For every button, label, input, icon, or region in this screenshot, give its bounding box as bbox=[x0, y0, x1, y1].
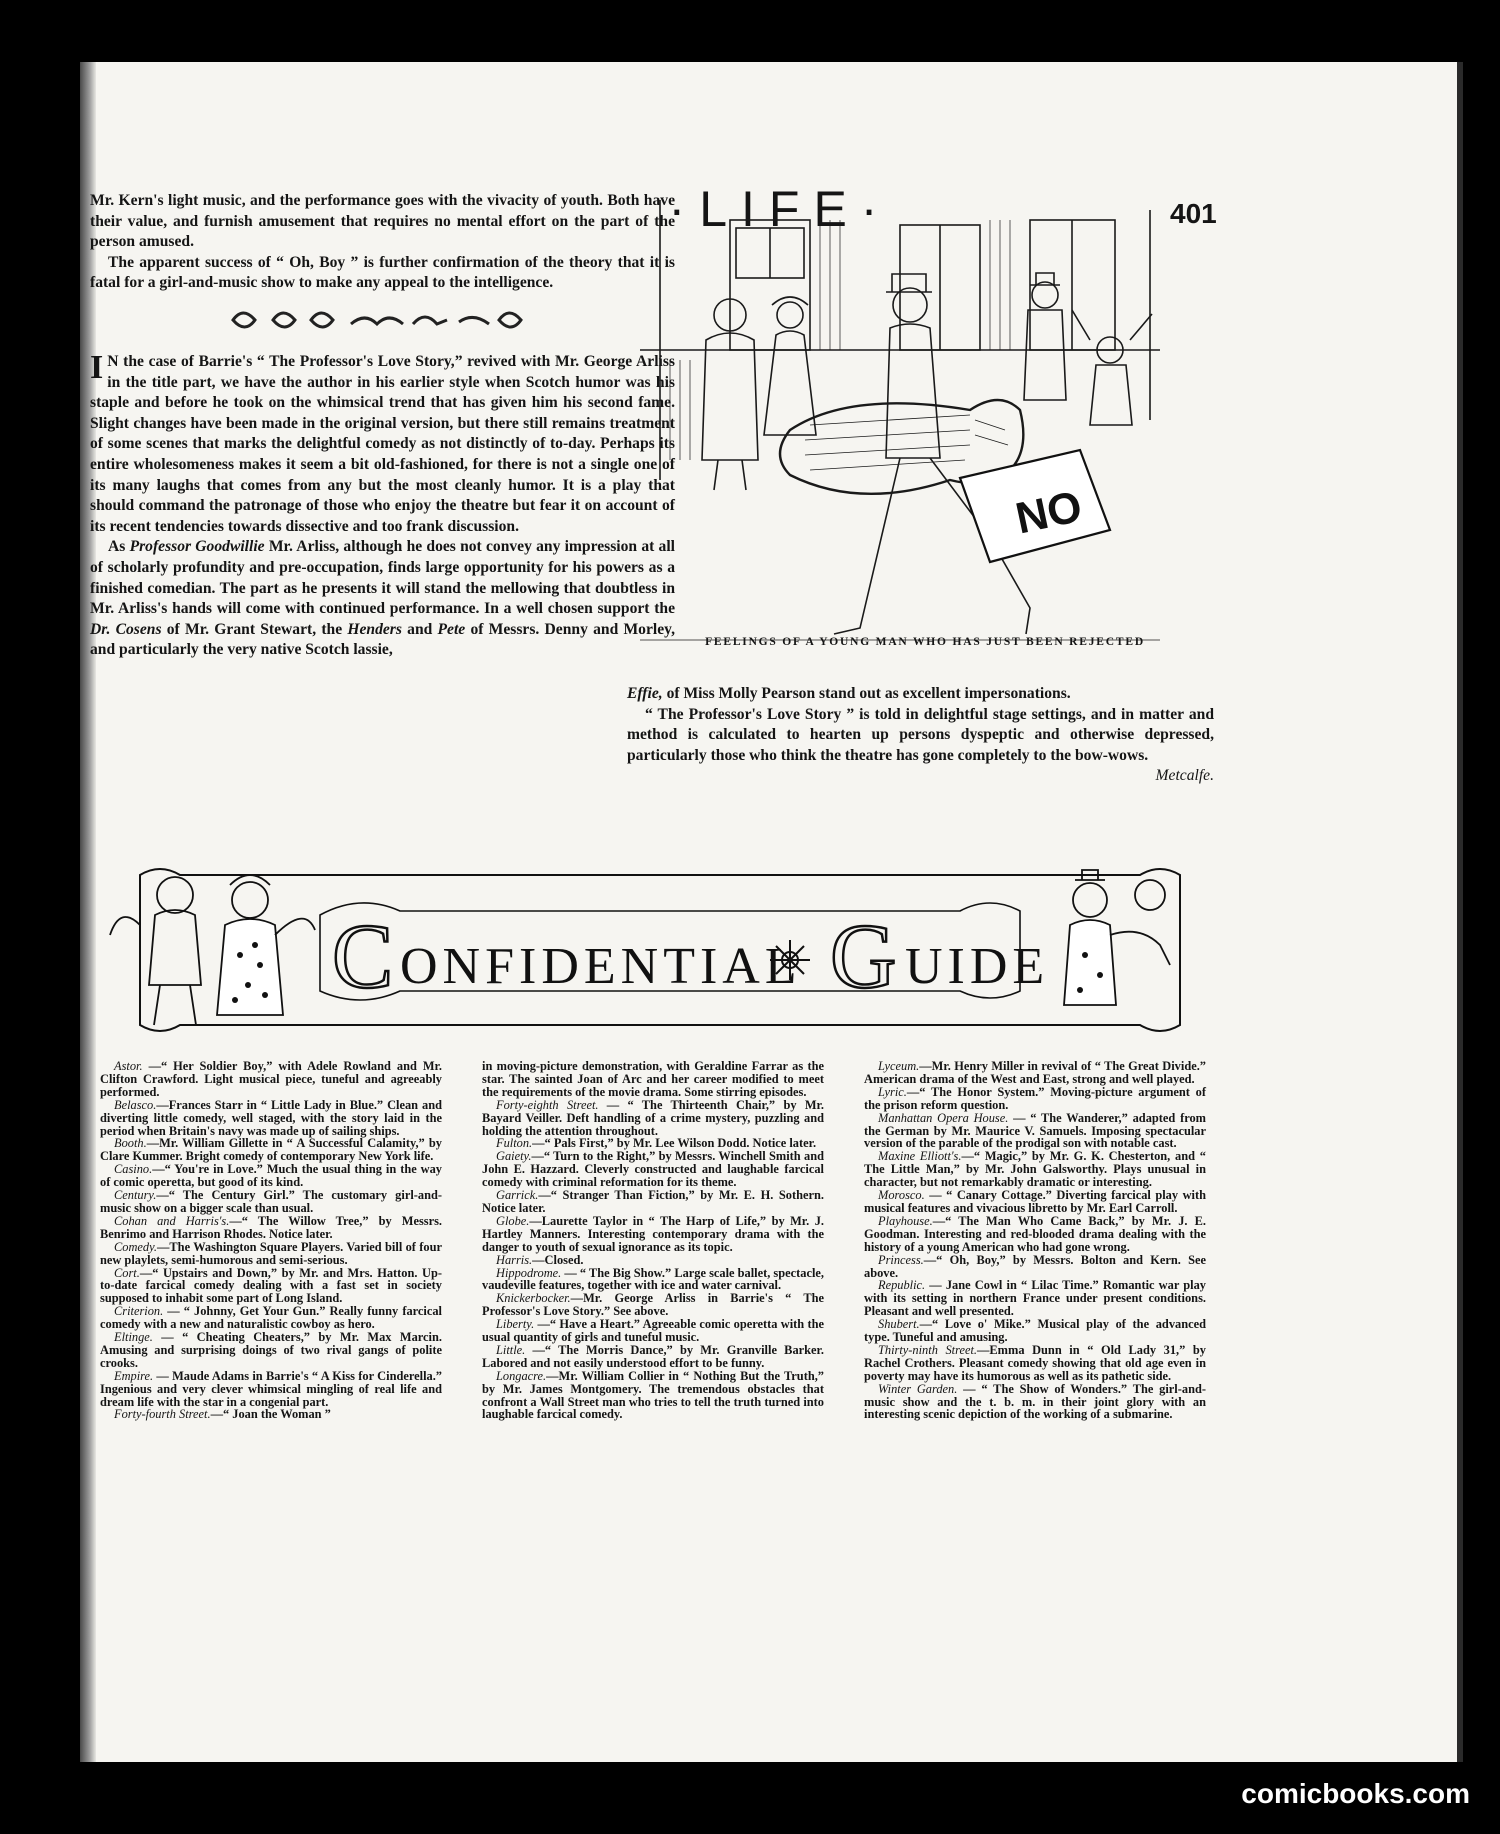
guide-entry bbox=[864, 1215, 1206, 1254]
magazine-title: ·LIFE· bbox=[668, 181, 892, 237]
guide-entry-text: —Laurette Taylor in “ The Harp of Life,” by Mr. J. Hartley Manners. Interesting contemporary drama with the danger to youth of sexual ignorance as its topic. bbox=[482, 1213, 824, 1254]
guide-entry-text: —Mr. William Gillette in “ A Successful Calamity,” by Clare Kummer. Bright comedy of contemporary New York life. bbox=[100, 1136, 442, 1164]
guide-entry bbox=[100, 1163, 442, 1189]
guide-entry bbox=[100, 1331, 442, 1370]
guide-entry bbox=[100, 1305, 442, 1331]
guide-venue: Manhattan Opera House. bbox=[878, 1110, 1009, 1125]
guide-venue: Shubert. bbox=[878, 1317, 920, 1332]
guide-entry bbox=[864, 1060, 1206, 1086]
guide-venue: Criterion. bbox=[114, 1304, 164, 1319]
guide-entry bbox=[100, 1189, 442, 1215]
guide-venue: Hippodrome. bbox=[496, 1265, 562, 1280]
guide-venue: Eltinge. bbox=[114, 1330, 153, 1345]
guide-title-guide: UIDE bbox=[905, 938, 1050, 995]
guide-entry bbox=[482, 1267, 824, 1293]
guide-column-3 bbox=[864, 1060, 1206, 1421]
guide-venue: Maxine Elliott's. bbox=[878, 1149, 962, 1164]
page-number: 401 bbox=[1170, 198, 1217, 229]
guide-entry-text: —Emma Dunn in “ Old Lady 31,” by Rachel Crothers. Pleasant comedy showing that old age even in poverty may have its humorous as well as its pathetic side. bbox=[864, 1342, 1206, 1383]
guide-venue: Princess. bbox=[878, 1252, 924, 1267]
article-paragraph: As Professor Goodwillie Mr. Arliss, although he does not convey any impression at all of scholarly profundity and pre-occupation, finds large opportunity for his powers as a finished comedian. The part as he presents it will stand the mellowing that doubtless in Mr. Arliss's hands will come with continued performance. In a well chosen support the Dr. Cosens of Mr. Grant Stewart, the Henders and Pete of Messrs. Denny and Morley, and particularly the very native Scotch lassie, bbox=[90, 538, 675, 659]
guide-entry bbox=[482, 1189, 824, 1215]
guide-venue: Forty-eighth Street. bbox=[496, 1097, 599, 1112]
decorative-ornament bbox=[223, 302, 543, 338]
guide-entry-text: —“ The Morris Dance,” by Mr. Granville Barker. Labored and not easily understood effort to be funny. bbox=[482, 1342, 824, 1370]
guide-entry-text: —“ You're in Love.” Much the usual thing in the way of comic operetta, but good of its kind. bbox=[100, 1162, 442, 1190]
guide-entry bbox=[482, 1318, 824, 1344]
guide-entry bbox=[482, 1215, 824, 1254]
guide-entry bbox=[100, 1267, 442, 1306]
guide-venue: Gaiety. bbox=[496, 1149, 532, 1164]
guide-column-2 bbox=[482, 1060, 824, 1421]
article-paragraph: The apparent success of “ Oh, Boy ” is further confirmation of the theory that it is fatal for a girl-and-music show to make any appeal to the intelligence. bbox=[90, 253, 675, 292]
guide-venue: Morosco. bbox=[878, 1188, 925, 1203]
guide-entry-text: —“ Turn to the Right,” by Messrs. Winchell Smith and John E. Hazzard. Cleverly constructed and laughable farcical comedy with criminal reformation for its theme. bbox=[482, 1149, 824, 1190]
guide-entry bbox=[100, 1060, 442, 1099]
guide-entry-text: — “ Canary Cottage.” Diverting farcical play with musical features and vivacious libretto by Mr. Earl Carroll. bbox=[864, 1188, 1206, 1215]
guide-title-confidential: ONFIDENTIAL bbox=[400, 938, 802, 995]
guide-entry-text: — “ The Thirteenth Chair,” by Mr. Bayard Veiller. Deft handling of a crime mystery, puzzling and holding the attention throughout. bbox=[482, 1097, 824, 1138]
guide-entry bbox=[864, 1150, 1206, 1189]
author-signature: Metcalfe. bbox=[1155, 767, 1214, 785]
guide-venue: Republic. bbox=[878, 1278, 926, 1293]
guide-entry-text: —“ The Man Who Came Back,” by Mr. J. E. Goodman. Interesting and red-blooded drama dealing with the history of a young American who had gone wrong. bbox=[864, 1213, 1206, 1254]
guide-entry-text: —“ Magic,” by Mr. G. K. Chesterton, and “ The Little Man,” by Mr. John Galsworthy. Plays unusual in character, but not remarkably dramatic or interesting. bbox=[864, 1149, 1206, 1190]
guide-venue: Garrick. bbox=[496, 1188, 539, 1203]
no-sign bbox=[960, 450, 1110, 562]
guide-venue: Thirty-ninth Street. bbox=[878, 1342, 978, 1357]
article-left-column bbox=[90, 191, 675, 661]
guide-entry-text: — “ The Wanderer,” adapted from the German by Mr. Maurice V. Samuels. Imposing spectacular version of the parable of the prodigal son with notable cast. bbox=[864, 1110, 1206, 1151]
guide-venue: Casino. bbox=[114, 1162, 153, 1177]
guide-venue: Playhouse. bbox=[878, 1213, 933, 1228]
guide-venue: Globe. bbox=[496, 1213, 530, 1228]
cherub-right-illustration bbox=[1064, 870, 1170, 1005]
guide-venue: Forty-fourth Street. bbox=[114, 1407, 211, 1422]
guide-cap-g: G bbox=[830, 905, 897, 1007]
guide-entry-text: —“ Stranger Than Fiction,” by Mr. E. H. Sothern. Notice later. bbox=[482, 1188, 824, 1215]
article-paragraph: “ The Professor's Love Story ” is told in delightful stage settings, and in matter and method is calculated to hearten up persons dyspeptic and otherwise depressed, particularly those who think the theatre has gone completely to the bow-wows. bbox=[627, 705, 1214, 764]
guide-venue: Knickerbocker. bbox=[496, 1291, 571, 1306]
guide-venue: Astor. bbox=[114, 1059, 143, 1073]
guide-entry-text: — “ The Big Show.” Large scale ballet, spectacle, vaudeville features, together with ice and water carnival. bbox=[482, 1265, 824, 1293]
guide-cap-c: C bbox=[332, 905, 394, 1007]
article-paragraph: I N the case of Barrie's “ The Professor's Love Story,” revived with Mr. George Arliss in the title part, we have the author in his earlier style when Scotch humor was his staple and before he took on the whimsical trend that has given him his second fame. Slight changes have been made in the original version, but there still remains treatment of some scenes that marks the delightful comedy as not distinctly of to-day. Perhaps its entire wholesomeness makes it seem a bit old-fashioned, for there is not a single one of its many laughs that comes from any but the most cleanly humor. It is a play that should command the patronage of those who enjoy the theatre but fear it on account of its recent tendencies towards dissective and too frank discussion. bbox=[90, 348, 675, 535]
guide-entry bbox=[864, 1383, 1206, 1422]
guide-venue: Longacre. bbox=[496, 1368, 547, 1383]
guide-entry-text: —Frances Starr in “ Little Lady in Blue.” Clean and diverting little comedy, well staged, with the story laid in the period when Britain's navy was made up of sailing ships. bbox=[100, 1097, 442, 1138]
guide-entry bbox=[482, 1292, 824, 1318]
guide-entry bbox=[864, 1344, 1206, 1383]
guide-entry bbox=[100, 1408, 442, 1421]
cartoon-illustration bbox=[640, 200, 1200, 672]
guide-venue: Booth. bbox=[114, 1136, 147, 1151]
guide-entry-text: —Closed. bbox=[532, 1252, 584, 1267]
guide-entry-text: — Jane Cowl in “ Lilac Time.” Romantic war play with its setting in northern France under present conditions. Pleasant and well presented. bbox=[864, 1278, 1206, 1319]
guide-venue: Century. bbox=[114, 1188, 157, 1203]
article-right-column bbox=[627, 684, 1214, 787]
guide-entry-text: —“ Pals First,” by Mr. Lee Wilson Dodd. Notice later. bbox=[532, 1136, 817, 1151]
guide-entry bbox=[864, 1189, 1206, 1215]
guide-venue: Cohan and Harris's. bbox=[114, 1213, 230, 1228]
guide-venue: Empire. bbox=[114, 1368, 154, 1383]
guide-entry-text: —“ Oh, Boy,” by Messrs. Bolton and Kern. See above. bbox=[864, 1252, 1206, 1280]
guide-column-1 bbox=[100, 1060, 442, 1421]
guide-entry-text: —“ Joan the Woman ” bbox=[210, 1407, 331, 1422]
guide-entry-text: — Maude Adams in Barrie's “ A Kiss for Cinderella.” Ingenious and very clever whimsical mingling of real life and dream life with the star in a congenial part. bbox=[100, 1368, 442, 1409]
guide-entry bbox=[482, 1060, 824, 1099]
guide-entry bbox=[864, 1086, 1206, 1112]
guide-entry bbox=[864, 1112, 1206, 1151]
star-ornament bbox=[770, 940, 810, 980]
guide-entry bbox=[100, 1370, 442, 1409]
guide-entry bbox=[864, 1318, 1206, 1344]
guide-entry-text: —“ The Century Girl.” The customary girl-and-music show on a bigger scale than usual. bbox=[100, 1188, 442, 1215]
guide-entry-text: — “ The Show of Wonders.” The girl-and-music show and the t. b. m. in their joint glory with an interesting scenic depiction of the working of a submarine. bbox=[864, 1381, 1206, 1422]
guide-entry-text: —“ Her Soldier Boy,” with Adele Rowland and Mr. Clifton Crawford. Light musical piece, tuneful and agreeably performed. bbox=[100, 1059, 442, 1099]
guide-entry-text: —Mr. George Arliss in Barrie's “ The Professor's Love Story.” See above. bbox=[482, 1291, 824, 1319]
article-paragraph: Effie, of Miss Molly Pearson stand out as excellent impersonations. bbox=[627, 685, 1071, 702]
guide-entry bbox=[864, 1254, 1206, 1280]
guide-venue: Harris. bbox=[496, 1252, 533, 1267]
guide-entry-text: —The Washington Square Players. Varied bill of four new playlets, semi-humorous and semi-serious. bbox=[100, 1239, 442, 1267]
no-sign-text: NO bbox=[1011, 481, 1087, 544]
guide-entry-text: —Mr. William Collier in “ Nothing But the Truth,” by Mr. James Montgomery. The tremendous obstacles that confront a Wall Street man who tries to tell the truth turned into laughable farcical comedy. bbox=[482, 1368, 824, 1422]
guide-venue: Liberty. bbox=[496, 1317, 535, 1332]
watermark: comicbooks.com bbox=[1241, 1778, 1470, 1809]
guide-venue: Cort. bbox=[114, 1265, 140, 1280]
guide-venue: Lyceum. bbox=[878, 1059, 920, 1073]
guide-entry bbox=[482, 1099, 824, 1138]
guide-venue: Lyric. bbox=[878, 1084, 907, 1099]
guide-venue: Comedy. bbox=[114, 1239, 158, 1254]
article-paragraph: Mr. Kern's light music, and the performance goes with the vivacity of youth. Both have their value, and furnish amusement that requires no mental effort on the part of the person amused. bbox=[90, 192, 675, 251]
guide-venue: Winter Garden. bbox=[878, 1381, 958, 1396]
guide-entry bbox=[482, 1150, 824, 1189]
guide-entry-text: —“ The Willow Tree,” by Messrs. Benrimo and Harrison Rhodes. Notice later. bbox=[100, 1213, 443, 1241]
guide-venue: Fulton. bbox=[496, 1136, 533, 1151]
confidential-guide-banner bbox=[100, 855, 1220, 1045]
guide-entry bbox=[100, 1099, 442, 1138]
guide-entry-text: —Mr. Henry Miller in revival of “ The Great Divide.” American drama of the West and East, strong and well played. bbox=[864, 1059, 1206, 1086]
guide-entry-text: —“ Have a Heart.” Agreeable comic operetta with the usual quantity of girls and tuneful music. bbox=[482, 1317, 824, 1345]
guide-entry bbox=[864, 1279, 1206, 1318]
drop-cap: I bbox=[90, 348, 104, 386]
guide-entry-text: — “ Johnny, Get Your Gun.” Really funny farcical comedy with a new and naturalistic cowboy as hero. bbox=[100, 1304, 442, 1332]
guide-entry-text: —“ Upstairs and Down,” by Mr. and Mrs. Hatton. Up-to-date farcical comedy dealing with a fast set in society supposed to inhabit some part of Long Island. bbox=[100, 1265, 442, 1306]
guide-entry-text: —“ The Honor System.” Moving-picture argument of the prison reform question. bbox=[864, 1084, 1206, 1112]
guide-entry bbox=[482, 1370, 824, 1422]
guide-venue: Belasco. bbox=[114, 1097, 157, 1112]
guide-entry-text: — “ Cheating Cheaters,” by Mr. Max Marcin. Amusing and surprising doings of two rival gangs of polite crooks. bbox=[100, 1330, 442, 1370]
guide-venue: Little. bbox=[496, 1342, 526, 1357]
guide-entry-text: —“ Love o' Mike.” Musical play of the advanced type. Tuneful and amusing. bbox=[864, 1317, 1206, 1345]
page-edge bbox=[1457, 62, 1463, 1762]
cartoon-caption: FEELINGS OF A YOUNG MAN WHO HAS JUST BEEN REJECTED bbox=[705, 636, 1145, 648]
guide-entry bbox=[482, 1344, 824, 1370]
guide-entry-text: in moving-picture demonstration, with Geraldine Farrar as the star. The sainted Joan of Arc and her career modified to meet the requirements of the movie drama. Some stirring episodes. bbox=[482, 1059, 824, 1099]
guide-entry bbox=[100, 1241, 442, 1267]
guide-entry bbox=[100, 1215, 442, 1241]
guide-entry bbox=[100, 1137, 442, 1163]
